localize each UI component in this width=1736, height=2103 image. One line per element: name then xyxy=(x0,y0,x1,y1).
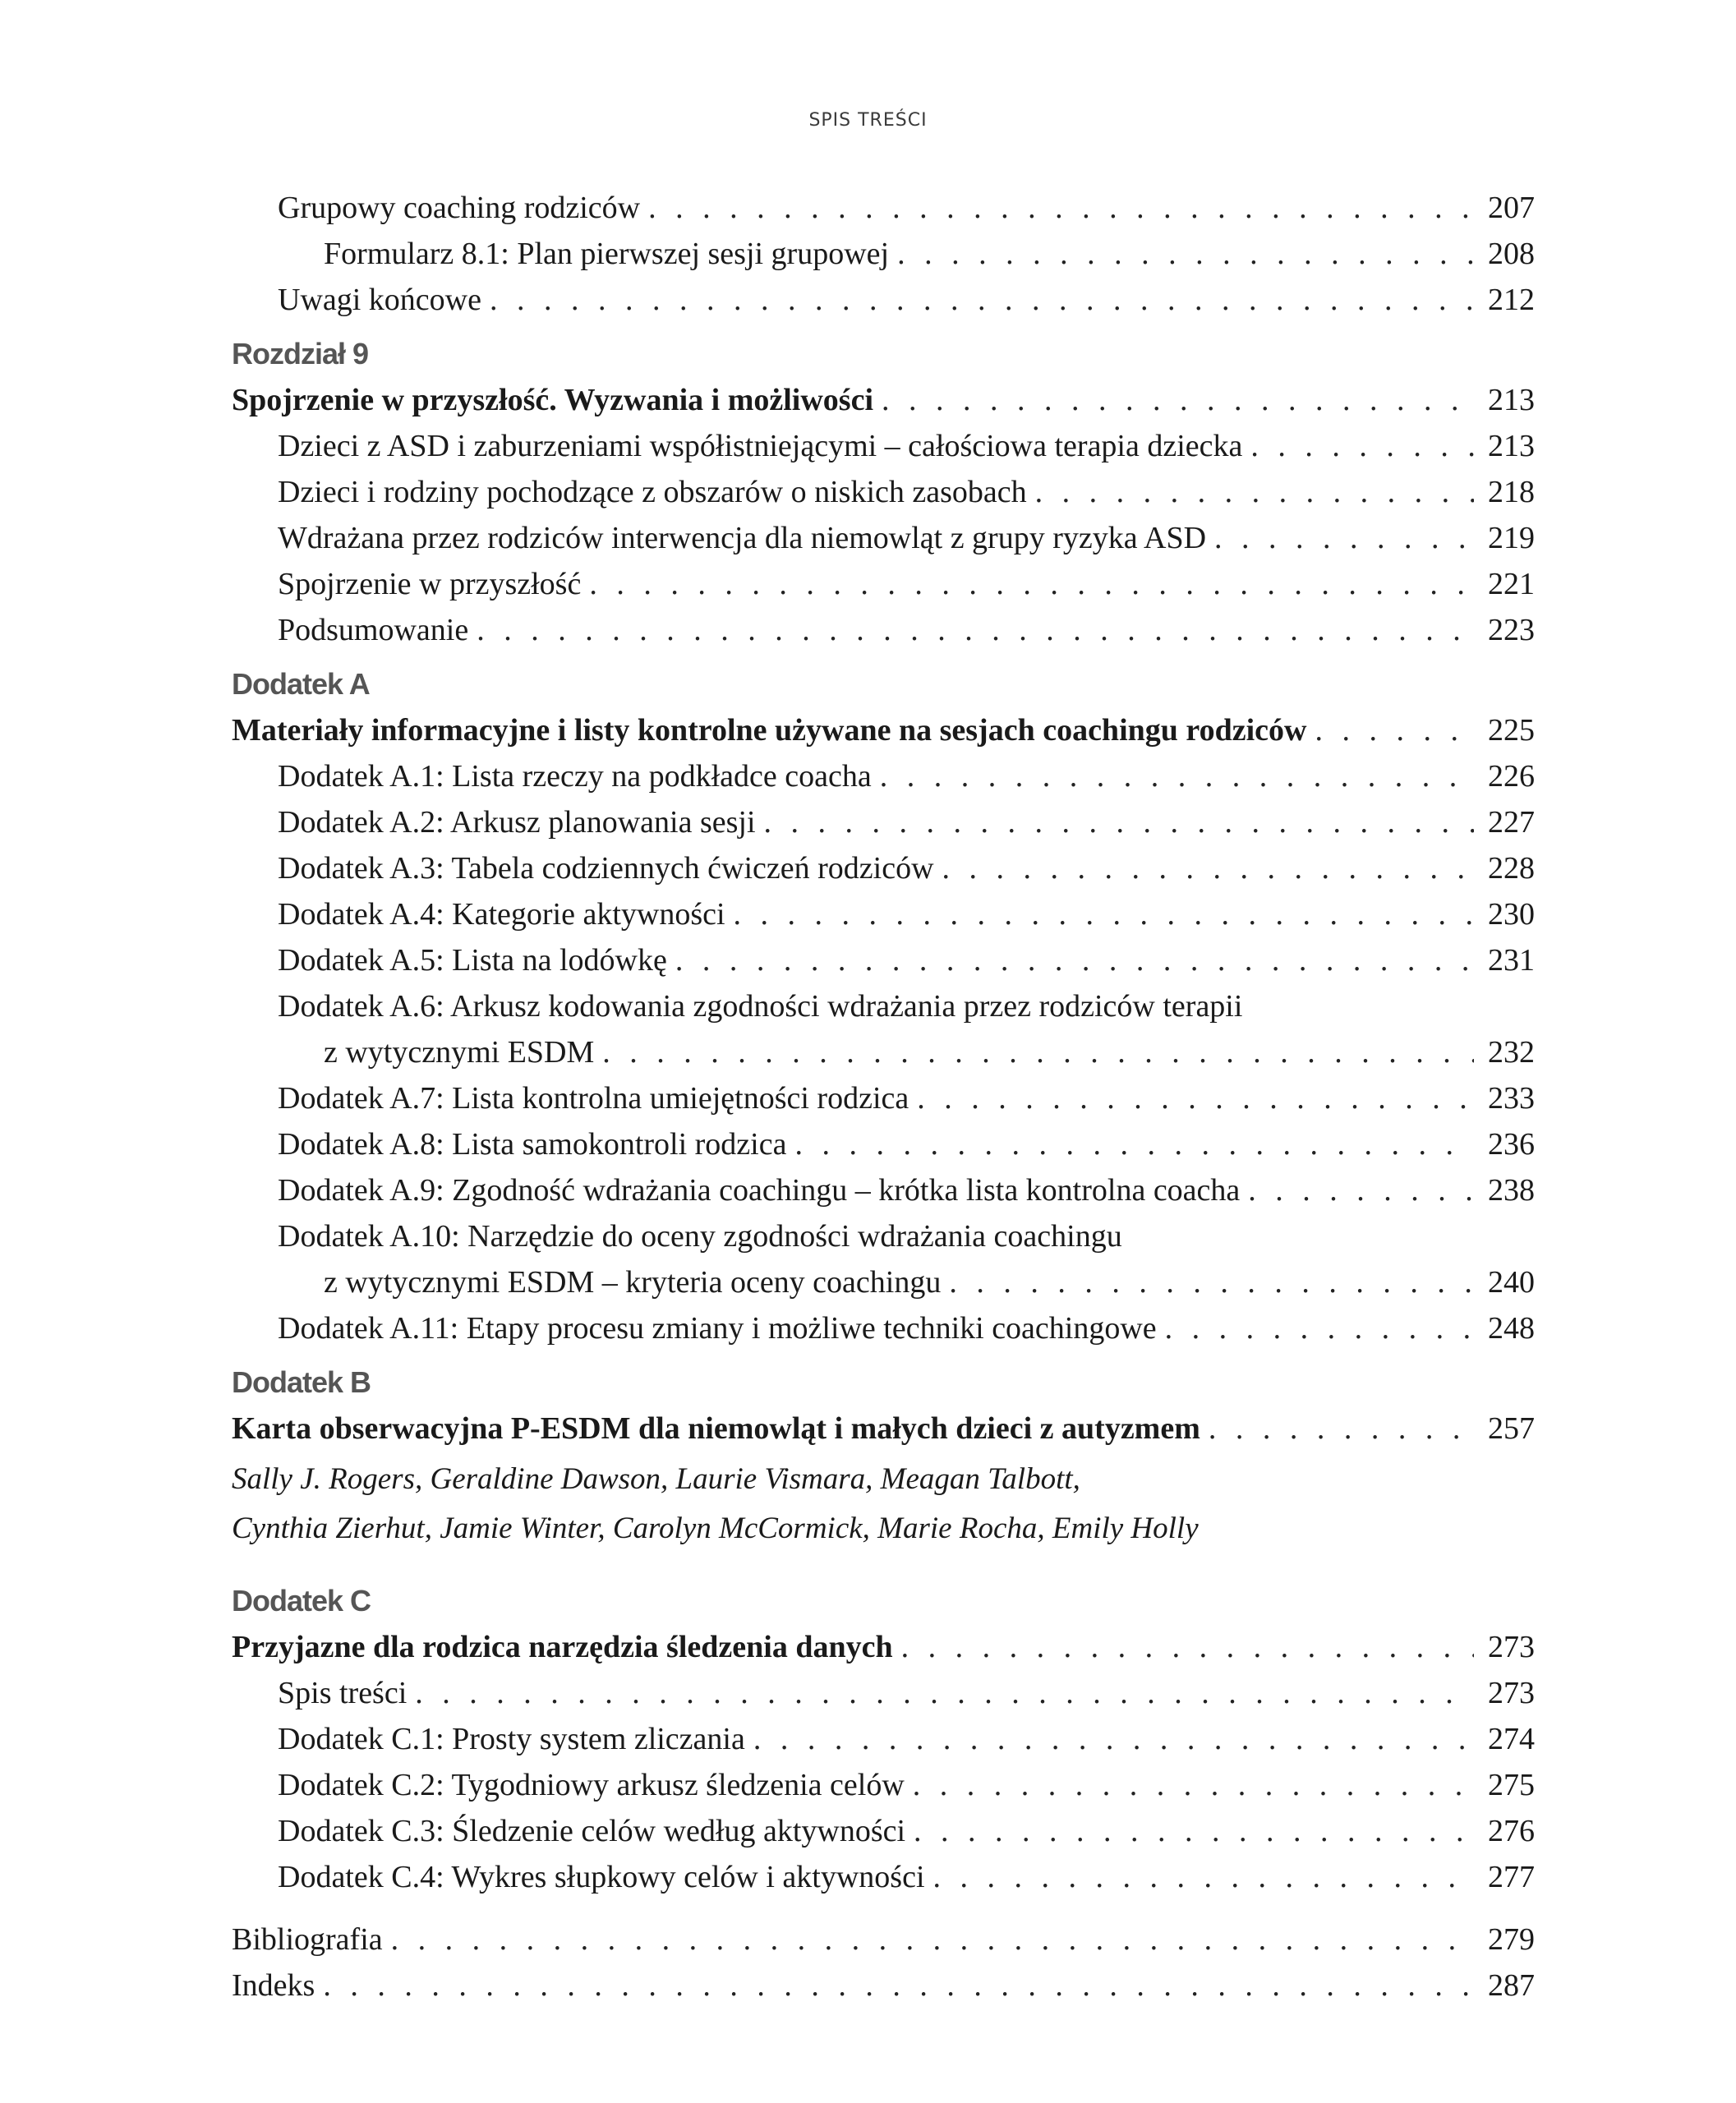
dot-leader xyxy=(1250,423,1474,469)
chapter-title-entry[interactable] xyxy=(232,377,1535,423)
page-number: 273 xyxy=(1488,1676,1535,1710)
page-number: 207 xyxy=(1488,191,1535,225)
toc-entry[interactable] xyxy=(232,423,1535,469)
dot-leader xyxy=(415,1670,1474,1716)
entry-title: Indeks xyxy=(232,1968,315,2003)
toc-entry-index[interactable] xyxy=(232,1963,1535,2009)
entry-title: Dodatek C.3: Śledzenie celów według aktywności xyxy=(278,1814,906,1848)
page-number: 274 xyxy=(1488,1722,1535,1756)
dot-leader xyxy=(675,937,1474,983)
page-number: 230 xyxy=(1488,897,1535,932)
entry-title: Dodatek A.11: Etapy procesu zmiany i możliwe techniki coachingowe xyxy=(278,1311,1157,1346)
entry-title: Spojrzenie w przyszłość xyxy=(278,567,582,601)
toc-entry[interactable] xyxy=(232,937,1535,983)
toc-entry[interactable] xyxy=(232,1808,1535,1854)
toc-entry[interactable] xyxy=(232,1670,1535,1716)
dot-leader xyxy=(1209,1406,1474,1452)
toc-entry[interactable] xyxy=(232,515,1535,561)
spacer xyxy=(232,1553,1535,1570)
entry-title: Dodatek A.1: Lista rzeczy na podkładce coacha xyxy=(278,759,872,794)
appendix-title-entry[interactable] xyxy=(232,1406,1535,1452)
spacer xyxy=(232,1900,1535,1917)
chapter-label: Rozdział 9 xyxy=(232,337,369,370)
toc-entry[interactable] xyxy=(232,1121,1535,1167)
entry-title-continuation: z wytycznymi ESDM – kryteria oceny coachingu xyxy=(324,1265,942,1300)
authors-line: Cynthia Zierhut, Jamie Winter, Carolyn McCormick, Marie Rocha, Emily Holly xyxy=(232,1512,1199,1545)
toc-entry[interactable] xyxy=(232,607,1535,653)
dot-leader xyxy=(880,753,1474,799)
page-number: 221 xyxy=(1488,567,1535,601)
entry-title: Wdrażana przez rodziców interwencja dla niemowląt z grupy ryzyka ASD xyxy=(278,521,1207,555)
entry-title: Grupowy coaching rodziców xyxy=(278,191,641,225)
dot-leader xyxy=(914,1808,1474,1854)
toc-entry[interactable] xyxy=(232,799,1535,845)
page-number: 248 xyxy=(1488,1311,1535,1346)
entry-title: Dodatek A.2: Arkusz planowania sesji xyxy=(278,805,756,840)
page-number: 225 xyxy=(1488,713,1535,748)
dot-leader xyxy=(897,231,1474,277)
appendix-label: Dodatek A xyxy=(232,667,370,701)
toc-entry[interactable] xyxy=(232,1029,1535,1075)
entry-title: Dodatek A.3: Tabela codziennych ćwiczeń rodziców xyxy=(278,851,934,886)
entry-title-first-line[interactable]: Dodatek A.10: Narzędzie do oceny zgodności wdrażania coachingu xyxy=(278,1219,1122,1254)
appendix-title-entry[interactable] xyxy=(232,707,1535,753)
running-head: SPIS TREŚCI xyxy=(808,110,928,131)
page-number: 275 xyxy=(1488,1768,1535,1802)
entry-title: Spis treści xyxy=(278,1676,408,1710)
authors-list xyxy=(232,1452,1535,1553)
dot-leader xyxy=(1165,1305,1474,1351)
page-number: 232 xyxy=(1488,1035,1535,1070)
dot-leader xyxy=(794,1121,1474,1167)
page-number: 227 xyxy=(1488,805,1535,840)
entry-title: Dzieci i rodziny pochodzące z obszarów o niskich zasobach xyxy=(278,475,1027,509)
dot-leader xyxy=(764,799,1474,845)
entry-title-first-line[interactable]: Dodatek A.6: Arkusz kodowania zgodności wdrażania przez rodziców terapii xyxy=(278,989,1243,1024)
page-number: 213 xyxy=(1488,383,1535,417)
toc-entry[interactable] xyxy=(232,1854,1535,1900)
page-number: 277 xyxy=(1488,1860,1535,1894)
dot-leader xyxy=(1248,1167,1474,1213)
entry-title: Dodatek C.4: Wykres słupkowy celów i aktywności xyxy=(278,1860,925,1894)
toc-entry[interactable] xyxy=(232,1762,1535,1808)
page-number: 208 xyxy=(1488,237,1535,271)
entry-title: Podsumowanie xyxy=(278,613,469,647)
toc-entry[interactable] xyxy=(232,1716,1535,1762)
page-number: 228 xyxy=(1488,851,1535,886)
toc-entry[interactable] xyxy=(232,231,1535,277)
page-number: 236 xyxy=(1488,1127,1535,1162)
page-number: 240 xyxy=(1488,1265,1535,1300)
toc-entry[interactable] xyxy=(232,891,1535,937)
table-of-contents xyxy=(232,185,1535,2009)
dot-leader xyxy=(648,185,1474,231)
entry-title: Materiały informacyjne i listy kontrolne używane na sesjach coachingu rodziców xyxy=(232,713,1307,748)
page-number: 276 xyxy=(1488,1814,1535,1848)
dot-leader xyxy=(734,891,1474,937)
entry-title: Formularz 8.1: Plan pierwszej sesji grupowej xyxy=(324,237,890,271)
page-number: 213 xyxy=(1488,429,1535,463)
appendix-label: Dodatek B xyxy=(232,1365,371,1399)
entry-title: Spojrzenie w przyszłość. Wyzwania i możliwości xyxy=(232,383,874,417)
entry-title: Dodatek A.4: Kategorie aktywności xyxy=(278,897,725,932)
entry-title: Dodatek C.1: Prosty system zliczania xyxy=(278,1722,745,1756)
dot-leader xyxy=(1214,515,1474,561)
dot-leader xyxy=(949,1259,1474,1305)
dot-leader xyxy=(1035,469,1474,515)
page-number: 218 xyxy=(1488,475,1535,509)
page-number: 223 xyxy=(1488,613,1535,647)
dot-leader xyxy=(323,1963,1474,2009)
toc-entry[interactable] xyxy=(232,1305,1535,1351)
dot-leader xyxy=(602,1029,1474,1075)
toc-entry[interactable] xyxy=(232,753,1535,799)
entry-title-continuation: z wytycznymi ESDM xyxy=(324,1035,595,1070)
page-number: 212 xyxy=(1488,283,1535,317)
dot-leader xyxy=(933,1854,1475,1900)
page-number: 279 xyxy=(1488,1922,1535,1957)
page-number: 257 xyxy=(1488,1411,1535,1446)
page-number: 287 xyxy=(1488,1968,1535,2003)
dot-leader xyxy=(913,1762,1474,1808)
dot-leader xyxy=(753,1716,1474,1762)
toc-entry[interactable] xyxy=(232,1259,1535,1305)
dot-leader xyxy=(942,845,1474,891)
toc-entry[interactable] xyxy=(232,469,1535,515)
toc-entry[interactable] xyxy=(232,845,1535,891)
entry-title: Dzieci z ASD i zaburzeniami współistniejącymi – całościowa terapia dziecka xyxy=(278,429,1243,463)
dot-leader xyxy=(589,561,1474,607)
entry-title: Karta obserwacyjna P-ESDM dla niemowląt i małych dzieci z autyzmem xyxy=(232,1411,1200,1446)
dot-leader xyxy=(901,1624,1474,1670)
toc-entry[interactable] xyxy=(232,1075,1535,1121)
dot-leader xyxy=(391,1917,1474,1963)
page-number: 226 xyxy=(1488,759,1535,794)
page-number: 233 xyxy=(1488,1081,1535,1116)
entry-title: Dodatek A.5: Lista na lodówkę xyxy=(278,943,667,978)
entry-title: Dodatek A.8: Lista samokontroli rodzica xyxy=(278,1127,787,1162)
page-number: 238 xyxy=(1488,1173,1535,1208)
toc-entry[interactable] xyxy=(232,1167,1535,1213)
appendix-title-entry[interactable] xyxy=(232,1624,1535,1670)
appendix-label: Dodatek C xyxy=(232,1584,371,1618)
entry-title: Przyjazne dla rodzica narzędzia śledzenia danych xyxy=(232,1630,893,1664)
authors-line: Sally J. Rogers, Geraldine Dawson, Laurie Vismara, Meagan Talbott, xyxy=(232,1462,1080,1496)
page-number: 273 xyxy=(1488,1630,1535,1664)
page-number: 219 xyxy=(1488,521,1535,555)
dot-leader xyxy=(882,377,1474,423)
toc-entry[interactable] xyxy=(232,185,1535,231)
dot-leader xyxy=(477,607,1474,653)
dot-leader xyxy=(490,277,1474,323)
page-number: 231 xyxy=(1488,943,1535,978)
dot-leader xyxy=(1315,707,1474,753)
entry-title: Bibliografia xyxy=(232,1922,383,1957)
entry-title: Dodatek A.7: Lista kontrolna umiejętności rodzica xyxy=(278,1081,909,1116)
toc-entry[interactable] xyxy=(232,277,1535,323)
toc-entry-bibliography[interactable] xyxy=(232,1917,1535,1963)
entry-title: Dodatek A.9: Zgodność wdrażania coachingu – krótka lista kontrolna coacha xyxy=(278,1173,1241,1208)
entry-title: Dodatek C.2: Tygodniowy arkusz śledzenia celów xyxy=(278,1768,905,1802)
entry-title: Uwagi końcowe xyxy=(278,283,481,317)
toc-entry[interactable] xyxy=(232,561,1535,607)
dot-leader xyxy=(917,1075,1474,1121)
